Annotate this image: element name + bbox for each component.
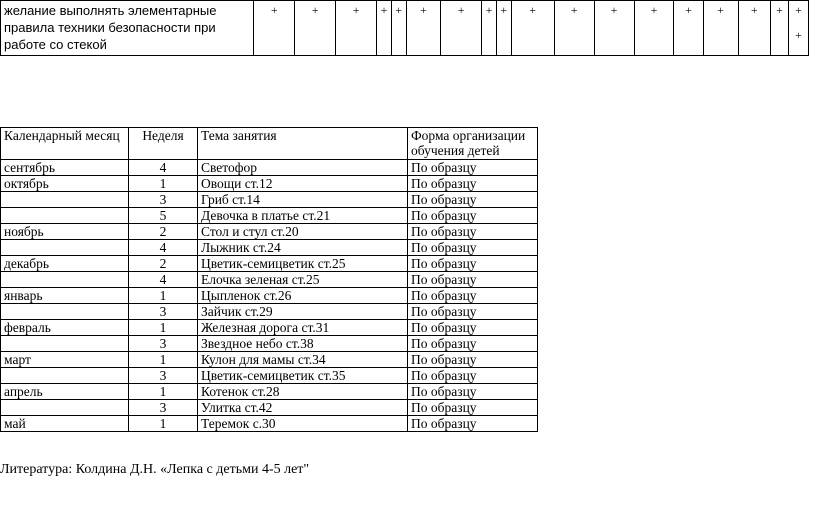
week-cell: 3: [129, 304, 198, 320]
table-row: [1, 352, 538, 368]
table-row: [1, 224, 538, 240]
month-cell: [1, 368, 129, 384]
table-row: [1, 304, 538, 320]
month-cell: январь: [1, 288, 129, 304]
form-cell: По образцу: [408, 320, 538, 336]
schedule-body: [1, 160, 538, 432]
table-row: [1, 160, 538, 176]
month-cell: апрель: [1, 384, 129, 400]
form-cell: По образцу: [408, 256, 538, 272]
week-cell: 1: [129, 384, 198, 400]
mark-cell: +: [295, 1, 336, 56]
topic-cell: Гриб ст.14: [198, 192, 408, 208]
form-cell: По образцу: [408, 352, 538, 368]
month-cell: декабрь: [1, 256, 129, 272]
week-cell: 1: [129, 320, 198, 336]
mark-cell: + +: [788, 1, 808, 56]
week-cell: 2: [129, 256, 198, 272]
week-cell: 4: [129, 272, 198, 288]
week-cell: 4: [129, 160, 198, 176]
topic-cell: Елочка зеленая ст.25: [198, 272, 408, 288]
form-cell: По образцу: [408, 208, 538, 224]
topic-cell: Лыжник ст.24: [198, 240, 408, 256]
form-cell: По образцу: [408, 192, 538, 208]
table-row: [1, 256, 538, 272]
topic-cell: Светофор: [198, 160, 408, 176]
topic-cell: Железная дорога ст.31: [198, 320, 408, 336]
topic-cell: Котенок ст.28: [198, 384, 408, 400]
topic-cell: Теремок с.30: [198, 416, 408, 432]
mark-cell: +: [254, 1, 295, 56]
week-cell: 3: [129, 192, 198, 208]
table-row: [1, 416, 538, 432]
mark-cell: +: [336, 1, 377, 56]
form-cell: По образцу: [408, 272, 538, 288]
topic-cell: Цветик-семицветик ст.35: [198, 368, 408, 384]
topic-cell: Овощи ст.12: [198, 176, 408, 192]
month-cell: сентябрь: [1, 160, 129, 176]
table-row: [1, 320, 538, 336]
month-cell: [1, 208, 129, 224]
schedule-header-row: [1, 128, 538, 160]
mark-cell: +: [406, 1, 441, 56]
month-cell: [1, 336, 129, 352]
mark-cell: +: [703, 1, 738, 56]
topic-cell: Зайчик ст.29: [198, 304, 408, 320]
form-cell: По образцу: [408, 240, 538, 256]
mark-cell: +: [441, 1, 482, 56]
table-row: [1, 176, 538, 192]
table-row: [1, 208, 538, 224]
header-form: Форма организации обучения детей: [408, 128, 538, 160]
mark-cell: +: [594, 1, 634, 56]
table-row: [1, 384, 538, 400]
mark-cell: +: [511, 1, 554, 56]
week-cell: 1: [129, 416, 198, 432]
table-row: [1, 192, 538, 208]
week-cell: 1: [129, 288, 198, 304]
month-cell: [1, 272, 129, 288]
table-row: [1, 336, 538, 352]
topic-cell: Звездное небо ст.38: [198, 336, 408, 352]
topic-cell: Девочка в платье ст.21: [198, 208, 408, 224]
criteria-text: желание выполнять элементарные правила техники безопасности при работе со стекой: [1, 1, 254, 56]
month-cell: [1, 240, 129, 256]
week-cell: 2: [129, 224, 198, 240]
form-cell: По образцу: [408, 176, 538, 192]
topic-cell: Стол и стул ст.20: [198, 224, 408, 240]
week-cell: 1: [129, 352, 198, 368]
topic-cell: Цветик-семицветик ст.25: [198, 256, 408, 272]
month-cell: [1, 400, 129, 416]
literature-note: Литература: Колдина Д.Н. «Лепка с детьми 4-5 лет": [0, 462, 310, 477]
week-cell: 4: [129, 240, 198, 256]
form-cell: По образцу: [408, 288, 538, 304]
table-row: [1, 272, 538, 288]
mark-cell: +: [674, 1, 703, 56]
form-cell: По образцу: [408, 336, 538, 352]
table-row: [1, 240, 538, 256]
form-cell: По образцу: [408, 416, 538, 432]
table-row: [1, 368, 538, 384]
topic-cell: Улитка ст.42: [198, 400, 408, 416]
form-cell: По образцу: [408, 400, 538, 416]
form-cell: По образцу: [408, 224, 538, 240]
month-cell: октябрь: [1, 176, 129, 192]
header-topic: Тема занятия: [198, 128, 408, 160]
mark-cell: +: [554, 1, 594, 56]
schedule-table: [0, 127, 538, 432]
extra-mark: +: [795, 28, 802, 42]
mark-cell: +: [377, 1, 392, 56]
month-cell: февраль: [1, 320, 129, 336]
header-week: Неделя: [129, 128, 198, 160]
month-cell: ноябрь: [1, 224, 129, 240]
mark-cell: +: [634, 1, 674, 56]
form-cell: По образцу: [408, 304, 538, 320]
month-cell: [1, 192, 129, 208]
header-month: Календарный месяц: [1, 128, 129, 160]
criteria-table: [0, 0, 809, 56]
week-cell: 1: [129, 176, 198, 192]
week-cell: 3: [129, 336, 198, 352]
mark-cell: +: [771, 1, 789, 56]
topic-cell: Кулон для мамы ст.34: [198, 352, 408, 368]
mark-cell: +: [391, 1, 406, 56]
month-cell: май: [1, 416, 129, 432]
month-cell: март: [1, 352, 129, 368]
form-cell: По образцу: [408, 160, 538, 176]
table-row: [1, 400, 538, 416]
week-cell: 3: [129, 368, 198, 384]
mark-cell: +: [496, 1, 511, 56]
mark-cell: +: [482, 1, 497, 56]
form-cell: По образцу: [408, 368, 538, 384]
table-row: [1, 288, 538, 304]
month-cell: [1, 304, 129, 320]
topic-cell: Цыпленок ст.26: [198, 288, 408, 304]
week-cell: 3: [129, 400, 198, 416]
mark-cell: +: [738, 1, 771, 56]
week-cell: 5: [129, 208, 198, 224]
criteria-row: [1, 1, 809, 56]
form-cell: По образцу: [408, 384, 538, 400]
